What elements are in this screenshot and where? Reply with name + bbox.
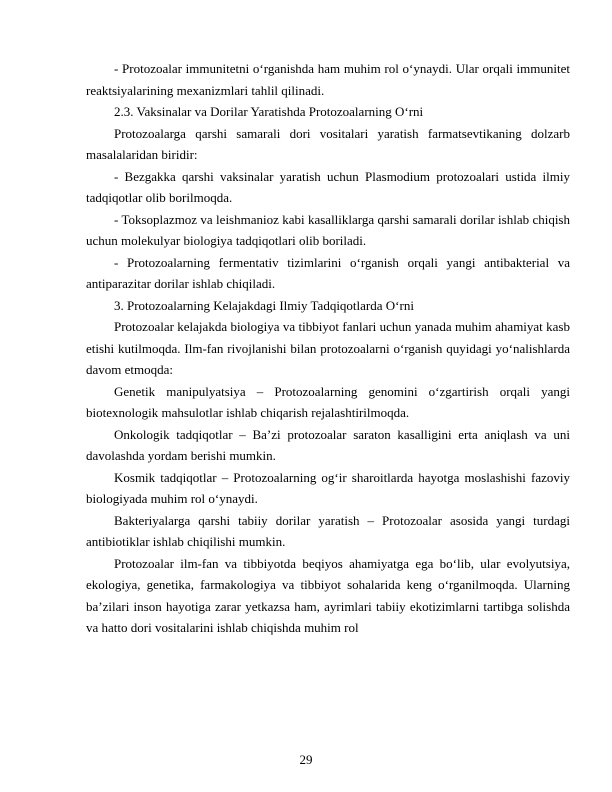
paragraph-future-research: Protozoalar kelajakda biologiya va tibbiyot fanlari uchun yanada muhim ahamiyat kasb etishi kutilmoqda. Ilm-fan rivojlanishi bilan protozoalarni o‘rganish quyidagi yo‘nalishlarda davom etmoqda: [86, 319, 570, 377]
paragraph-immunity: - Protozoalar immunitetni o‘rganishda ham muhim rol o‘ynaydi. Ular orqali immunitet reaktsiyalarining mexanizmlari tahlil qilinadi. [86, 61, 570, 98]
list-item-oncology: Onkologik tadqiqotlar – Ba’zi protozoalar saraton kasalligini erta aniqlash va uni davolashda yordam berishi mumkin. [86, 426, 570, 463]
list-item-space-research: Kosmik tadqiqotlar – Protozoalarning og‘ir sharoitlarda hayotga moslashishi fazoviy biologiyada muhim rol o‘ynaydi. [86, 469, 570, 506]
document-body [86, 58, 570, 639]
list-item-toxoplasmosis: - Toksoplazmoz va leishmanioz kabi kasalliklarga qarshi samarali dorilar ishlab chiqish uchun molekulyar biologiya tadqiqotlari olib boriladi. [86, 211, 570, 248]
section-heading-3: 3. Protozoalarning Kelajakdagi Ilmiy Tadqiqotlarda O‘rni [114, 297, 414, 313]
page-number: 29 [299, 752, 313, 767]
section-heading-2-3: 2.3. Vaksinalar va Dorilar Yaratishda Protozoalarning O‘rni [114, 104, 424, 119]
list-item-natural-drugs: Bakteriyalarga qarshi tabiiy dorilar yaratish – Protozoalar asosida yangi turdagi antibiotiklar ishlab chiqilishi mumkin. [86, 512, 570, 549]
paragraph-drug-development: Protozoalarga qarshi samarali dori vositalari yaratish farmatsevtikaning dolzarb masalalaridan biridir: [86, 125, 570, 162]
paragraph-conclusion: Protozoalar ilm-fan va tibbiyotda beqiyos ahamiyatga ega bo‘lib, ular evolyutsiya, ekologiya, genetika, farmakologiya va tibbiyot sohalarida keng o‘rganilmoqda. Ularning ba’zilari inson hayotiga zarar yetkazsa ham, ayrimlari tabiiy ekotizimlarni tartibga solishda va hatto dori vositalarini ishlab chiqishda muhim rol [86, 555, 570, 635]
list-item-enzymatic-systems: - Protozoalarning fermentativ tizimlarini o‘rganish orqali yangi antibakterial va antiparazitar dorilar ishlab chiqiladi. [86, 254, 570, 291]
list-item-malaria-vaccine: - Bezgakka qarshi vaksinalar yaratish uchun Plasmodium protozoalari ustida ilmiy tadqiqotlar olib borilmoqda. [86, 168, 570, 205]
list-item-genetic-manipulation: Genetik manipulyatsiya – Protozoalarning genomini o‘zgartirish orqali yangi biotexnologik mahsulotlar ishlab chiqarish rejalashtirilmoqda. [86, 383, 570, 420]
